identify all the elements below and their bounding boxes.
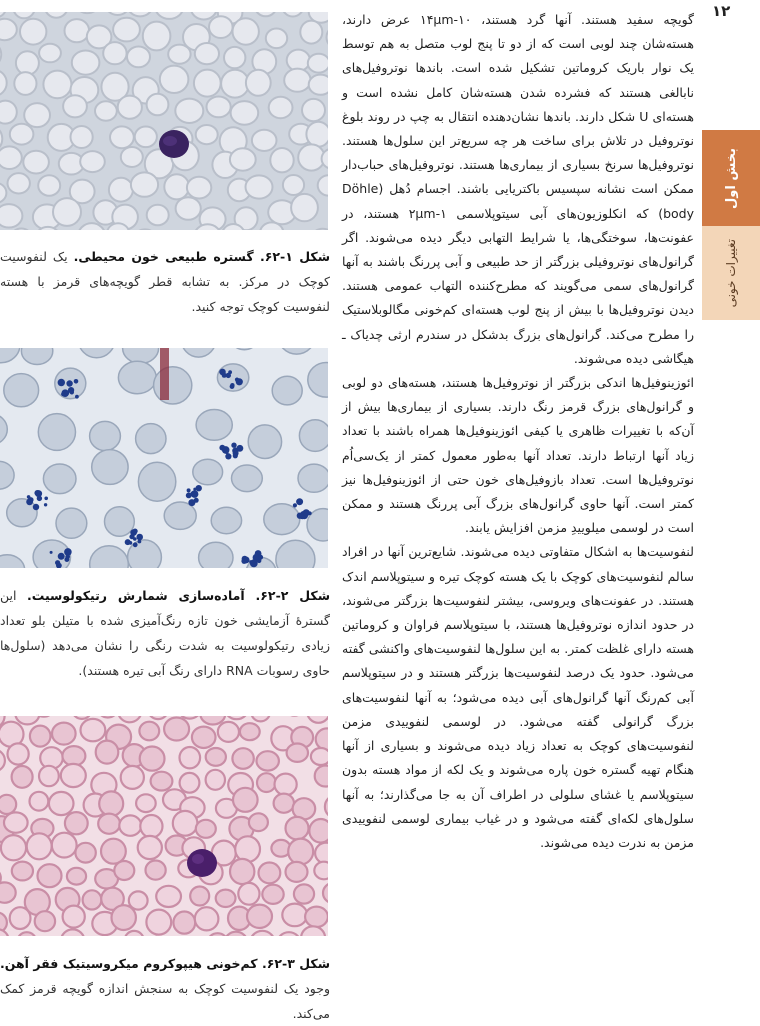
red-cell bbox=[136, 794, 156, 812]
red-cell bbox=[199, 542, 233, 568]
red-cell bbox=[209, 16, 233, 38]
red-cell bbox=[195, 907, 219, 930]
red-cell bbox=[151, 772, 173, 791]
rna-granule bbox=[187, 488, 191, 492]
red-cell bbox=[143, 22, 171, 51]
red-cell bbox=[62, 746, 85, 766]
red-cell bbox=[193, 459, 223, 485]
red-cell bbox=[140, 815, 162, 838]
red-cell bbox=[230, 859, 254, 884]
red-cell bbox=[154, 367, 192, 404]
red-cell bbox=[24, 103, 50, 127]
red-cell bbox=[173, 811, 198, 836]
red-cell bbox=[249, 813, 268, 831]
rna-granule bbox=[133, 542, 138, 547]
red-cell bbox=[113, 18, 140, 42]
red-cell bbox=[316, 728, 328, 750]
figure-2-caption-text: این گسترهٔ آزمایشی خون تازه رنگ‌آمیزی شده با متیلن بلو تعداد زیادی رتیکولوسیت به شدت رنگی را نشان می‌دهد (سلول‌ها حاوی رسوبات RNA دارای رنگ آبی تیره هستند). bbox=[0, 588, 330, 678]
red-cell bbox=[259, 863, 281, 884]
red-cell bbox=[298, 464, 328, 492]
red-cell bbox=[1, 835, 26, 860]
red-cell bbox=[207, 97, 231, 118]
red-cell bbox=[195, 43, 219, 64]
section-tab-label: بخش اول bbox=[723, 147, 739, 209]
red-cell bbox=[233, 788, 258, 812]
red-cell bbox=[121, 766, 144, 789]
red-cell bbox=[96, 741, 119, 764]
figure-1-micrograph bbox=[0, 12, 328, 230]
red-cell bbox=[81, 719, 106, 741]
red-cell bbox=[71, 126, 93, 148]
red-cell bbox=[109, 178, 133, 202]
rna-granule bbox=[58, 379, 65, 386]
red-cell bbox=[248, 425, 281, 459]
rna-granule bbox=[236, 379, 240, 383]
red-cell bbox=[196, 410, 232, 441]
red-cell bbox=[175, 99, 203, 123]
red-cell bbox=[105, 507, 135, 537]
red-cell bbox=[38, 414, 75, 451]
red-cell bbox=[286, 862, 308, 882]
red-cell bbox=[218, 722, 239, 742]
rna-granule bbox=[258, 555, 263, 560]
rna-granule bbox=[50, 551, 53, 554]
red-cell bbox=[146, 861, 166, 880]
red-cell bbox=[291, 194, 318, 221]
red-cell bbox=[52, 833, 77, 858]
red-cell bbox=[164, 718, 189, 741]
rna-granule bbox=[74, 379, 79, 384]
red-cell bbox=[231, 101, 259, 125]
red-cell bbox=[114, 861, 134, 880]
red-cell bbox=[294, 884, 314, 903]
red-cell bbox=[30, 792, 49, 811]
red-cell bbox=[140, 747, 165, 771]
red-cell bbox=[315, 766, 328, 787]
rna-granule bbox=[58, 553, 62, 557]
red-cell bbox=[118, 96, 142, 119]
red-cell bbox=[146, 910, 171, 935]
red-cell bbox=[0, 146, 22, 169]
red-cell bbox=[302, 99, 325, 121]
rna-granule bbox=[303, 509, 310, 516]
rna-granule bbox=[186, 493, 192, 499]
red-cell bbox=[309, 819, 328, 843]
red-cell bbox=[14, 72, 36, 95]
red-cell bbox=[0, 204, 22, 227]
rna-granule bbox=[241, 558, 247, 564]
red-cell bbox=[4, 374, 39, 407]
red-cell bbox=[92, 450, 128, 485]
red-cell bbox=[56, 508, 87, 538]
red-cell bbox=[27, 833, 52, 859]
red-cell bbox=[16, 51, 39, 74]
red-cell bbox=[164, 174, 189, 199]
red-cell bbox=[63, 906, 85, 928]
red-cell bbox=[275, 774, 297, 796]
red-cell bbox=[12, 862, 33, 881]
red-cell bbox=[75, 843, 95, 863]
red-cell bbox=[65, 812, 88, 834]
red-cell bbox=[112, 905, 136, 930]
red-cell bbox=[274, 794, 294, 813]
red-cell bbox=[30, 726, 51, 747]
red-cell bbox=[8, 173, 30, 193]
red-cell bbox=[99, 791, 123, 816]
rna-granule bbox=[136, 534, 143, 541]
red-cell bbox=[43, 464, 76, 494]
red-cell bbox=[221, 70, 249, 98]
red-cell bbox=[180, 773, 200, 793]
red-cell bbox=[224, 47, 245, 68]
red-cell bbox=[103, 42, 126, 64]
figure-3-caption bbox=[0, 951, 330, 1026]
figure-1-caption bbox=[0, 244, 330, 319]
red-cell bbox=[38, 175, 60, 196]
red-cell bbox=[39, 766, 59, 786]
red-cell bbox=[270, 148, 293, 172]
rna-granule bbox=[44, 497, 48, 501]
red-cell bbox=[80, 151, 105, 172]
red-cell bbox=[232, 465, 263, 492]
red-cell bbox=[52, 723, 76, 745]
red-cell bbox=[176, 197, 201, 220]
red-cell bbox=[0, 101, 17, 124]
red-cell bbox=[196, 125, 218, 144]
red-cell bbox=[20, 19, 46, 45]
red-cell bbox=[12, 766, 33, 788]
red-cell bbox=[206, 748, 226, 766]
rna-granule bbox=[250, 560, 258, 568]
red-cell bbox=[0, 882, 16, 902]
red-cell bbox=[101, 839, 126, 864]
rna-granule bbox=[70, 390, 74, 394]
red-cell bbox=[121, 147, 143, 167]
red-cell bbox=[246, 70, 271, 96]
rna-granule bbox=[75, 395, 79, 399]
red-cell bbox=[168, 45, 190, 64]
figure-2-caption bbox=[0, 583, 330, 683]
red-cell bbox=[173, 912, 195, 934]
rna-granule bbox=[233, 453, 238, 458]
red-cell bbox=[272, 376, 302, 405]
red-cell bbox=[138, 836, 162, 859]
paragraph-lymphocytes: لنفوسیت‌ها به اشکال متفاوتی دیده می‌شوند. شایع‌ترین آنها در افراد سالم لنفوسیت‌های کوچک با یک هسته کوچک تیره و سیتوپلاسم اندک هستند. در عفونت‌های ویروسی، بیشتر لنفوسیت‌ها بزرگتر می‌شوند، در حدود اندازه نوتروفیل‌ها هستند، با سیتوپلاسم فراوان و کروماتین هسته دارای غلظت کمتر. به این سلول‌ها لنفوسیت‌های واکنشی گفته می‌شود. حدود یک درصد لنفوسیت‌ها بزرگتر هستند و در سیتوپلاسم آبی کم‌رنگ آنها گرانول‌های آبی دیده می‌شود؛ به آنها لنفوسیت‌های بزرگ گرانولی گفته می‌شود. در لوسمی لنفوییدی مزمن لنفوسیت‌های کوچک به تعداد زیاد دیده می‌شوند و بسیاری از آنها هنگام تهیه گستره خون پاره می‌شوند و یک لکه از مواد هسته بدون سیتوپلاسم یا غشای سلولی در اطراف آن به جا می‌گذارند؛ به آنها سلول‌های لکه‌ای گفته می‌شود و در غیاب بیماری لوسمی لنفوییدی مزمن به ندرت دیده می‌شوند. bbox=[342, 544, 694, 850]
red-cell bbox=[311, 748, 328, 765]
red-cell bbox=[49, 792, 74, 815]
red-cell bbox=[287, 744, 308, 762]
red-cell bbox=[4, 812, 28, 832]
red-cell bbox=[0, 795, 16, 814]
red-cell bbox=[53, 198, 81, 226]
red-cell bbox=[315, 843, 328, 864]
red-cell bbox=[206, 770, 225, 790]
red-cell bbox=[61, 764, 86, 787]
rna-granule bbox=[64, 390, 69, 395]
red-cell bbox=[240, 723, 260, 740]
figure-2-micrograph bbox=[0, 348, 328, 568]
red-cell bbox=[90, 421, 121, 450]
red-cell bbox=[23, 151, 49, 174]
rna-granule bbox=[26, 499, 33, 506]
red-cell bbox=[284, 69, 310, 92]
red-cell bbox=[38, 864, 62, 887]
rna-granule bbox=[196, 485, 202, 491]
red-cell bbox=[288, 839, 313, 865]
rna-granule bbox=[133, 529, 138, 534]
figure-1-caption-title: شکل ۱-۶۲. گستره طبیعی خون محیطی. bbox=[73, 249, 330, 264]
red-cell bbox=[83, 890, 102, 909]
rna-granule bbox=[237, 445, 244, 452]
rna-granule bbox=[225, 451, 228, 454]
paragraph-neutrophils: گویچه سفید هستند. آنها گرد هستند، ۱۰-۱۴μm عرض دارند، هسته‌شان چند لوبی است که از دو تا پنج لوب متصل به هم توسط یک نوار باریک کروماتین تشکیل شده است. باندها نوتروفیل‌های نابالغی هستند که فشرده شدن هسته‌شان کامل نشده است و هسته‌ای U شکل دارند. باندها نشان‌دهنده انتقال به چپ در روند بلوغ نوتروفیل در تلاش برای ساخت هر چه سریع‌تر این سلول‌ها هستند. نوتروفیل‌ها سرنخ بسیاری از بیماری‌ها هستند. نوتروفیل‌های حباب‌دار ممکن است نشانه سپسیس باکتریایی باشند. اجسام دُهل (Döhle body) که انکلوزیون‌های آبی سیتوپلاسمی ۱-۲μm هستند، در عفونت‌ها، سوختگی‌ها، یا شرایط التهابی دیگر دیده می‌شوند. اگر گرانول‌های نوتروفیلی بزرگتر از حد طبیعی و آبی پررنگ باشند به آنها گرانول‌های سمی می‌گویند که مطرح‌کننده التهاب عمومی هستند. دیدن نوتروفیل‌ها با بیش از پنج لوب هسته‌ای کم‌خونی مگالوبلاستیک را مطرح می‌کند. گرانول‌های بزرگ بدشکل در سندرم ارثی چدیاک ـ هیگاشی دیده می‌شوند. bbox=[342, 12, 694, 366]
red-cell bbox=[247, 905, 272, 928]
red-cell bbox=[147, 205, 169, 226]
rna-granule bbox=[231, 443, 236, 448]
red-cell bbox=[131, 172, 158, 196]
red-cell bbox=[128, 540, 162, 568]
rna-granule bbox=[225, 453, 231, 459]
red-cell bbox=[269, 97, 293, 118]
red-cell bbox=[190, 887, 209, 906]
red-cell bbox=[10, 124, 34, 145]
red-cell bbox=[187, 177, 211, 199]
red-cell bbox=[0, 19, 17, 40]
red-cell bbox=[309, 75, 328, 95]
rna-granule bbox=[230, 384, 235, 389]
red-cell bbox=[257, 751, 279, 770]
red-cell bbox=[232, 748, 253, 769]
rna-granule bbox=[133, 537, 137, 541]
chapter-tab bbox=[702, 226, 760, 320]
red-cell bbox=[308, 54, 328, 73]
red-cell bbox=[266, 29, 287, 49]
red-cell bbox=[262, 885, 283, 904]
page-number: ۱۲ bbox=[712, 2, 731, 20]
red-cell bbox=[139, 722, 159, 741]
rna-granule bbox=[219, 369, 226, 376]
red-cell bbox=[35, 911, 55, 931]
red-cell bbox=[305, 907, 328, 927]
rna-granule bbox=[138, 540, 142, 544]
rna-granule bbox=[27, 495, 31, 499]
red-cell bbox=[196, 820, 216, 838]
red-cell bbox=[257, 773, 276, 792]
red-cell bbox=[286, 817, 309, 840]
red-cell bbox=[135, 127, 157, 148]
rna-granule bbox=[296, 498, 303, 505]
red-cell bbox=[164, 502, 196, 529]
red-cell bbox=[282, 904, 307, 927]
figure-2-caption-title: شکل ۲-۶۲. آماده‌سازی شمارش رتیکولوسیت. bbox=[26, 588, 330, 603]
rna-granule bbox=[188, 499, 195, 506]
iron-deficiency-smear-image bbox=[0, 716, 328, 936]
red-cell bbox=[160, 66, 189, 93]
red-cell bbox=[110, 126, 134, 148]
red-cell bbox=[98, 814, 120, 834]
figure-3-micrograph bbox=[0, 716, 328, 936]
chapter-tab-label: تغییرات خونی bbox=[724, 238, 738, 308]
red-cell bbox=[180, 747, 201, 768]
rna-granule bbox=[125, 539, 131, 545]
red-cell bbox=[136, 424, 166, 454]
red-cell bbox=[283, 175, 304, 195]
figure-3-caption-title: شکل ۳-۶۲. کم‌خونی هیپوکروم میکروسیتیک فقر آهن. bbox=[0, 956, 330, 971]
red-cell bbox=[246, 175, 273, 198]
section-tab bbox=[702, 130, 760, 226]
red-cell bbox=[65, 19, 90, 42]
red-cell bbox=[300, 21, 322, 44]
red-cell bbox=[119, 815, 141, 835]
rna-granule bbox=[33, 504, 39, 510]
red-cell bbox=[230, 148, 256, 170]
red-cell bbox=[147, 94, 169, 116]
normal-blood-smear-image bbox=[0, 12, 328, 230]
figure-1-caption-text: یک لنفوسیت کوچک در مرکز. به تشابه قطر گویچه‌های قرمز با هسته لنفوسیت کوچک توجه کنید. bbox=[0, 249, 330, 314]
red-cell bbox=[72, 51, 100, 75]
body-text-column bbox=[342, 8, 694, 855]
red-cell bbox=[264, 504, 300, 535]
red-cell bbox=[216, 890, 236, 907]
red-cell bbox=[306, 122, 328, 147]
red-cell bbox=[118, 361, 156, 393]
rna-granule bbox=[44, 503, 47, 506]
red-cell bbox=[8, 743, 29, 764]
red-cell bbox=[238, 883, 259, 905]
rna-granule bbox=[66, 380, 72, 386]
red-cell bbox=[127, 47, 150, 68]
red-cell bbox=[298, 144, 324, 170]
red-cell bbox=[95, 101, 117, 120]
red-cell bbox=[192, 727, 216, 748]
red-cell bbox=[235, 836, 260, 862]
rna-granule bbox=[293, 503, 297, 507]
red-cell bbox=[299, 420, 328, 452]
red-cell bbox=[194, 70, 221, 97]
red-cell bbox=[10, 907, 31, 929]
red-cell bbox=[314, 862, 328, 880]
rna-granule bbox=[64, 557, 69, 562]
red-cell bbox=[67, 868, 86, 885]
rna-granule bbox=[34, 490, 40, 496]
red-cell bbox=[211, 507, 241, 533]
reticulocyte-smear-image bbox=[0, 348, 328, 568]
red-cell bbox=[252, 130, 277, 151]
red-cell bbox=[233, 18, 259, 44]
red-cell bbox=[63, 95, 87, 117]
red-cell bbox=[39, 44, 61, 63]
red-cell bbox=[138, 462, 175, 501]
paragraph-eosinophils: ائوزینوفیل‌ها اندکی بزرگتر از نوتروفیل‌ها هستند، هسته‌های دو لوبی و گرانول‌های بزرگ قرمز رنگ دارند. بسیاری از بیماری‌ها بیش از آن‌که با تغییرات ظاهری یا کیفی ائوزینوفیل‌ها همراه باشند با تعداد زیاد آنها ارتباط دارند. تعداد آنها به‌طور معمول کمتر از یک‌سی‌اُم نوتروفیل‌ها است. تعداد بازوفیل‌های خون حتی از ائوزینوفیل‌ها نیز کمتر است. آنها حاوی گرانول‌های بزرگ آبی پررنگ هستند و ممکن است در لوسمی میلوییدِ مزمن افزایش یابند. bbox=[342, 375, 694, 536]
figure-3-caption-text: وجود یک لنفوسیت کوچک به سنجش اندازه گویچه قرمز کمک می‌کند. bbox=[0, 981, 330, 1021]
red-cell bbox=[156, 886, 181, 907]
red-cell bbox=[43, 71, 71, 99]
